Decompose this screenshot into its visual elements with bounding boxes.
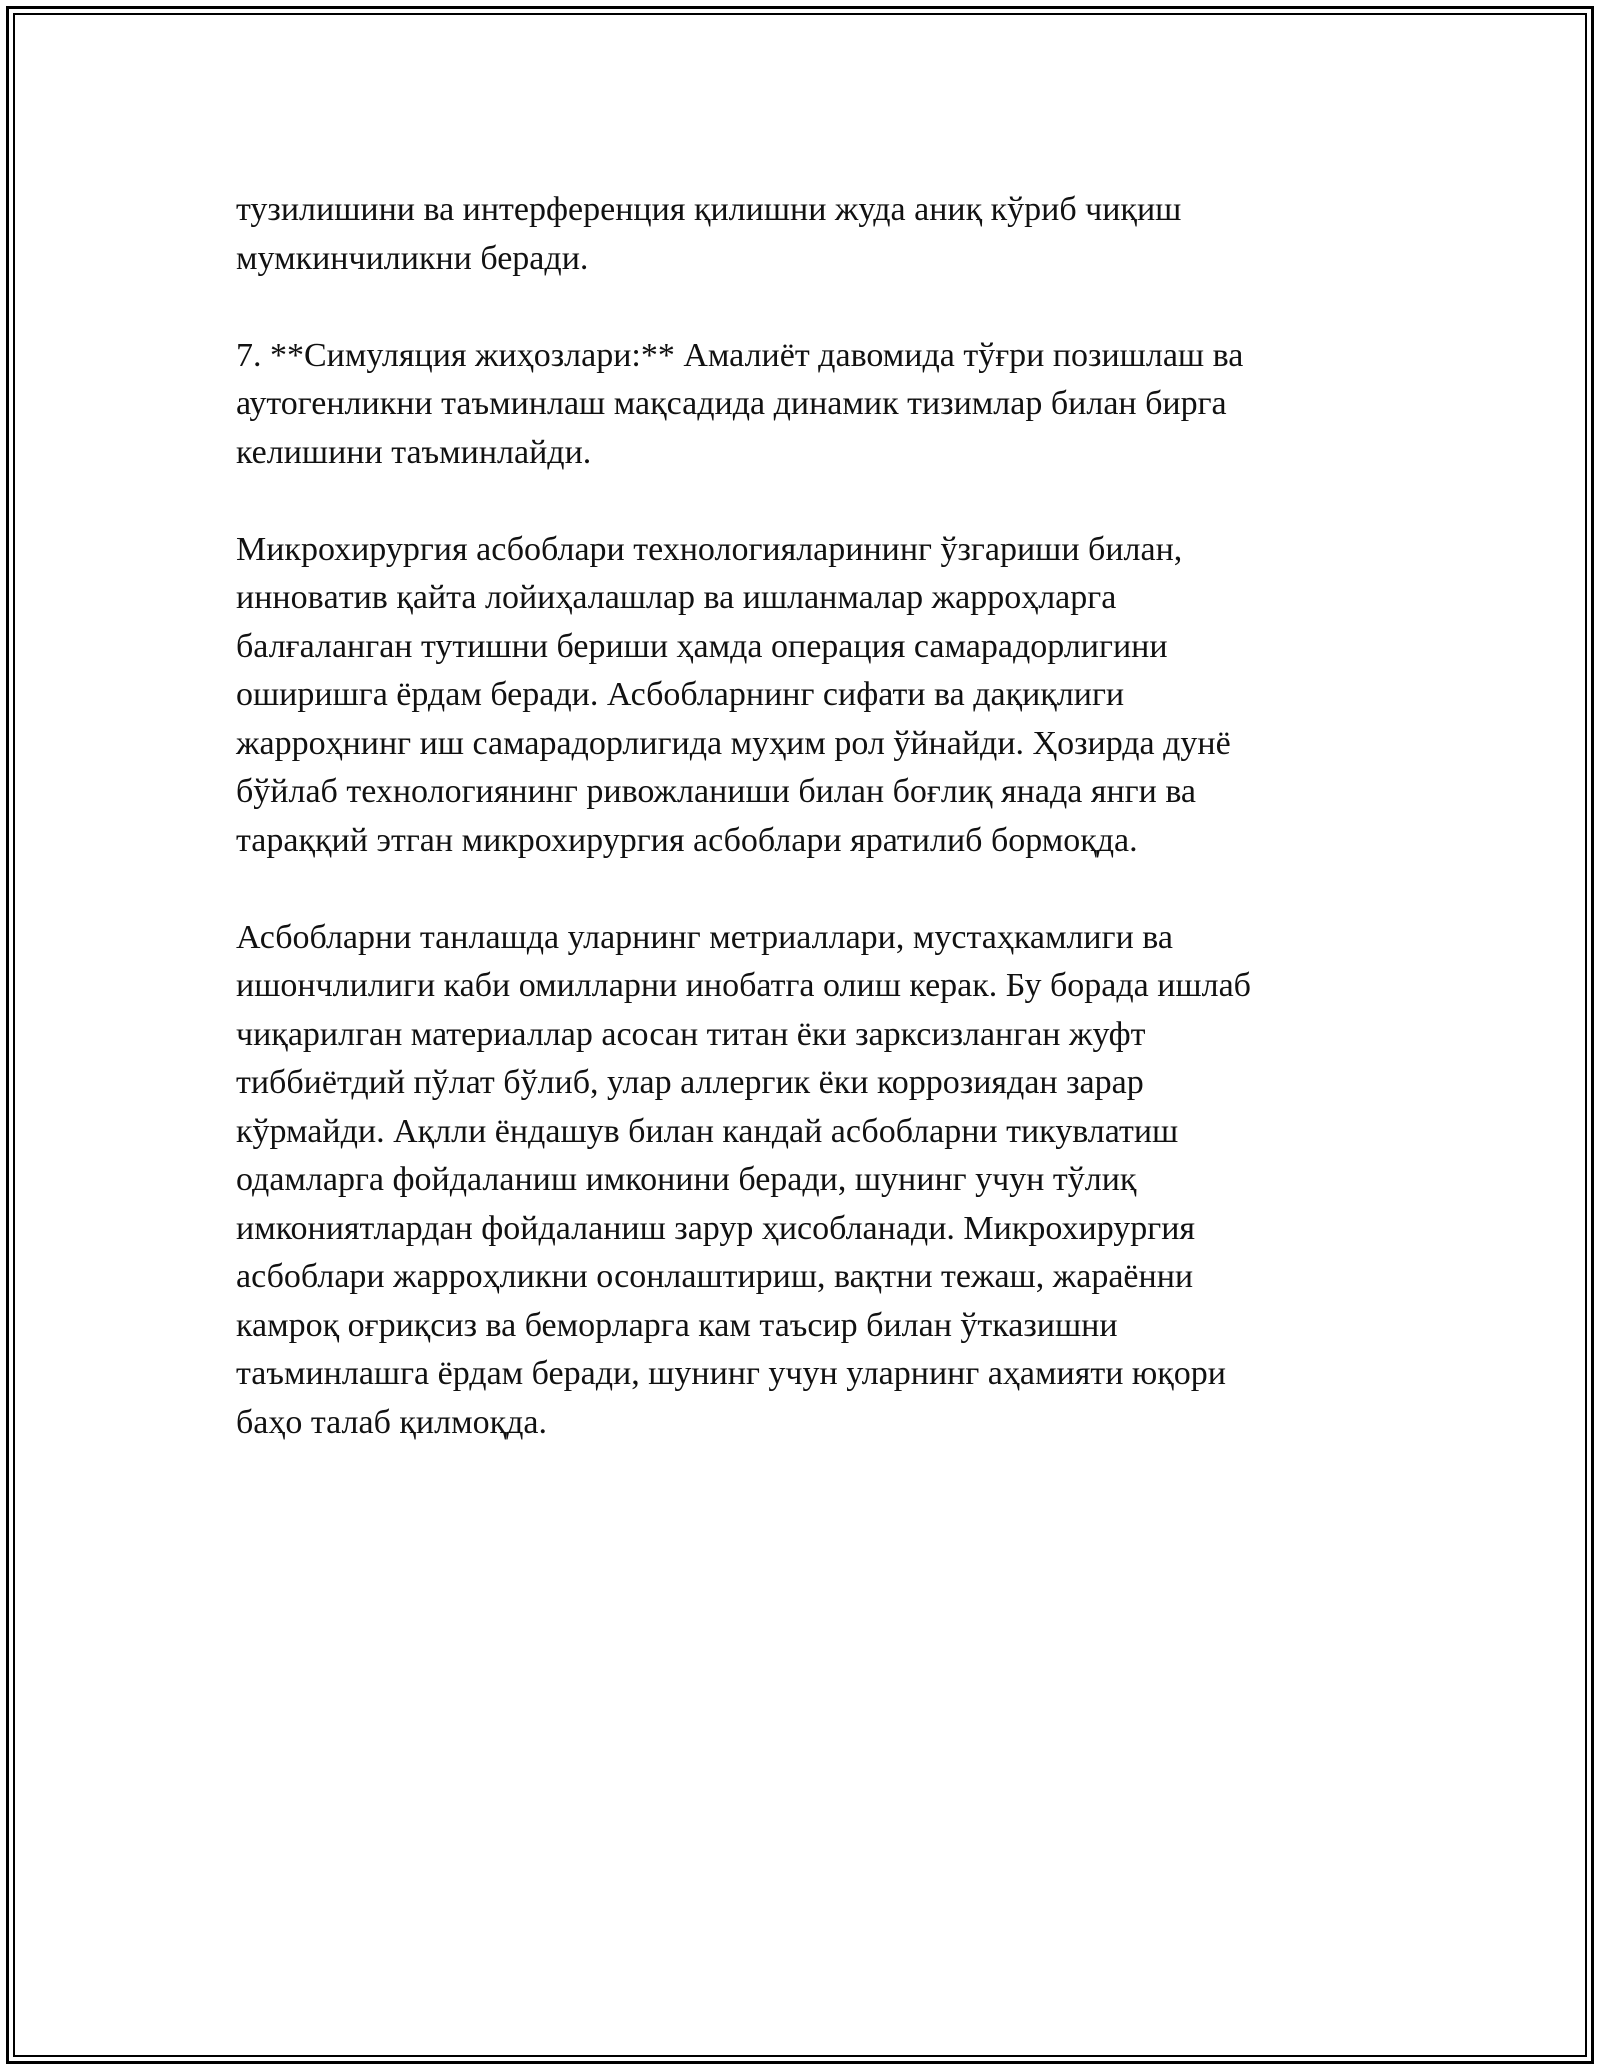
- text-line: тузилишини ва интерференция қилишни жуда аниқ кўриб чиқиш: [236, 191, 1182, 228]
- text-line: тиббиётдий пўлат бўлиб, улар аллергик ёки коррозиядан зарар: [236, 1064, 1144, 1101]
- text-line: асбоблари жарроҳликни осонлаштириш, вақтни тежаш, жараённи: [236, 1258, 1194, 1295]
- text-line: кўрмайди. Ақлли ёндашув билан кандай асбобларни тикувлатиш: [236, 1112, 1179, 1150]
- text-line: бўйлаб технологиянинг ривожланиши билан боғлиқ янада янги ва: [236, 773, 1197, 810]
- paragraph: [236, 186, 1356, 283]
- text-line: одамларга фойдаланиш имконини беради, шунинг учун тўлиқ: [236, 1161, 1137, 1198]
- text-line: жарроҳнинг иш самарадорлигида муҳим рол ўйнайди. Ҳозирда дунё: [236, 724, 1231, 762]
- paragraph: [236, 526, 1356, 866]
- text-line: Микрохирургия асбоблари технологияларининг ўзгариши билан,: [236, 530, 1183, 568]
- text-line: келишини таъминлайди.: [236, 433, 592, 471]
- text-line: чиқарилган материаллар асосан титан ёки зарксизланган жуфт: [236, 1015, 1146, 1053]
- text-line: аутогенликни таъминлаш мақсадида динамик тизимлар билан бирга: [236, 385, 1227, 422]
- paragraph: [236, 332, 1356, 478]
- text-line: оширишга ёрдам беради. Асбобларнинг сифати ва дақиқлиги: [236, 676, 1125, 713]
- text-line: 7. **Симуляция жиҳозлари:** Амалиёт давомида тўғри позишлаш ва: [236, 336, 1244, 374]
- text-line: балғаланган тутишни бериши ҳамда операция самарадорлигини: [236, 627, 1168, 665]
- paragraph: [236, 914, 1356, 1448]
- text-line: инновaтив қайта лойиҳалашлар ва ишланмалар жарроҳларга: [236, 579, 1117, 616]
- text-line: камроқ оғриқсиз ва беморларга кам таъсир билан ўтказишни: [236, 1306, 1118, 1344]
- text-line: мумкинчиликни беради.: [236, 239, 589, 277]
- text-line: имкониятлардан фойдаланиш зарур ҳисобланади. Микрохирургия: [236, 1209, 1196, 1247]
- text-line: тараққий этган микрохирургия асбоблари яратилиб бормоқда.: [236, 821, 1138, 859]
- text-line: таъминлашга ёрдам беради, шунинг учун уларнинг аҳамияти юқори: [236, 1355, 1227, 1392]
- text-line: ишончлилиги каби омилларни инобатга олиш керак. Бу борада ишлаб: [236, 967, 1251, 1004]
- text-line: баҳо талаб қилмоқда.: [236, 1403, 548, 1441]
- document-body: [236, 186, 1356, 1447]
- text-line: Асбобларни танлашда уларнинг метриаллари, мустаҳкамлиги ва: [236, 918, 1173, 956]
